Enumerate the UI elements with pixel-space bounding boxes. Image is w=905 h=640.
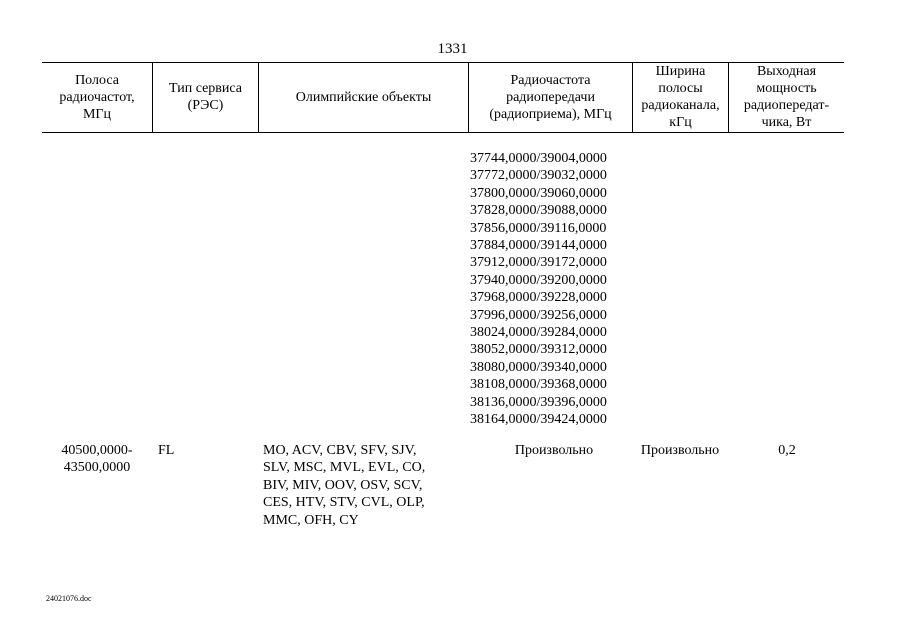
frequency-entry: 38080,0000/39340,0000 — [470, 359, 607, 375]
frequency-entry: 37744,0000/39004,0000 — [470, 151, 607, 166]
row-service-type: FL — [158, 443, 175, 458]
row-output-power: 0,2 — [778, 443, 796, 458]
frequency-entry: 38108,0000/39368,0000 — [470, 377, 607, 393]
header-service-type: Тип сервиса (РЭС) — [169, 81, 242, 113]
row-band: 40500,0000- 43500,0000 — [61, 443, 133, 476]
row-frequency: Произвольно — [514, 443, 594, 458]
row-bandwidth: Произвольно — [640, 443, 720, 458]
frequency-entry: 38136,0000/39396,0000 — [470, 394, 607, 410]
page-number: 1331 — [437, 41, 468, 57]
header-output-power: Выходная мощность радиопередат- чика, Вт — [743, 64, 830, 130]
row-olympic-objects: MO, ACV, CBV, SFV, SJV, SLV, MSC, MVL, EVL, CO, BIV, MIV, OOV, OSV, SCV, CES, HTV, STV, CVL, OLP, MMC, OFH, CY — [263, 443, 426, 528]
frequency-entry: 37800,0000/39060,0000 — [470, 185, 607, 201]
frequency-entry: 37912,0000/39172,0000 — [470, 255, 607, 271]
frequency-entry: 37996,0000/39256,0000 — [470, 307, 607, 323]
frequency-entry: 37856,0000/39116,0000 — [470, 220, 607, 236]
frequency-entry: 37772,0000/39032,0000 — [470, 168, 607, 184]
frequency-entry: 37940,0000/39200,0000 — [470, 272, 607, 288]
frequency-entry: 37884,0000/39144,0000 — [470, 238, 607, 254]
frequency-entry: 37828,0000/39088,0000 — [470, 203, 607, 219]
frequency-entry: 38024,0000/39284,0000 — [470, 325, 607, 341]
header-band: Полоса радиочастот, МГц — [59, 72, 135, 122]
header-bandwidth: Ширина полосы радиоканала, кГц — [641, 64, 720, 130]
frequency-entry: 38052,0000/39312,0000 — [470, 342, 607, 358]
header-olympic-objects: Олимпийские объекты — [295, 89, 432, 105]
footer-filename: 24021076.doc — [46, 594, 92, 603]
table-header-bottom-rule — [42, 132, 844, 133]
frequency-entry: 37968,0000/39228,0000 — [470, 290, 607, 306]
frequency-entry: 38164,0000/39424,0000 — [470, 412, 607, 428]
frequency-list — [470, 150, 607, 429]
header-frequency: Радиочастота радиопередачи (радиоприема), МГц — [489, 72, 612, 122]
